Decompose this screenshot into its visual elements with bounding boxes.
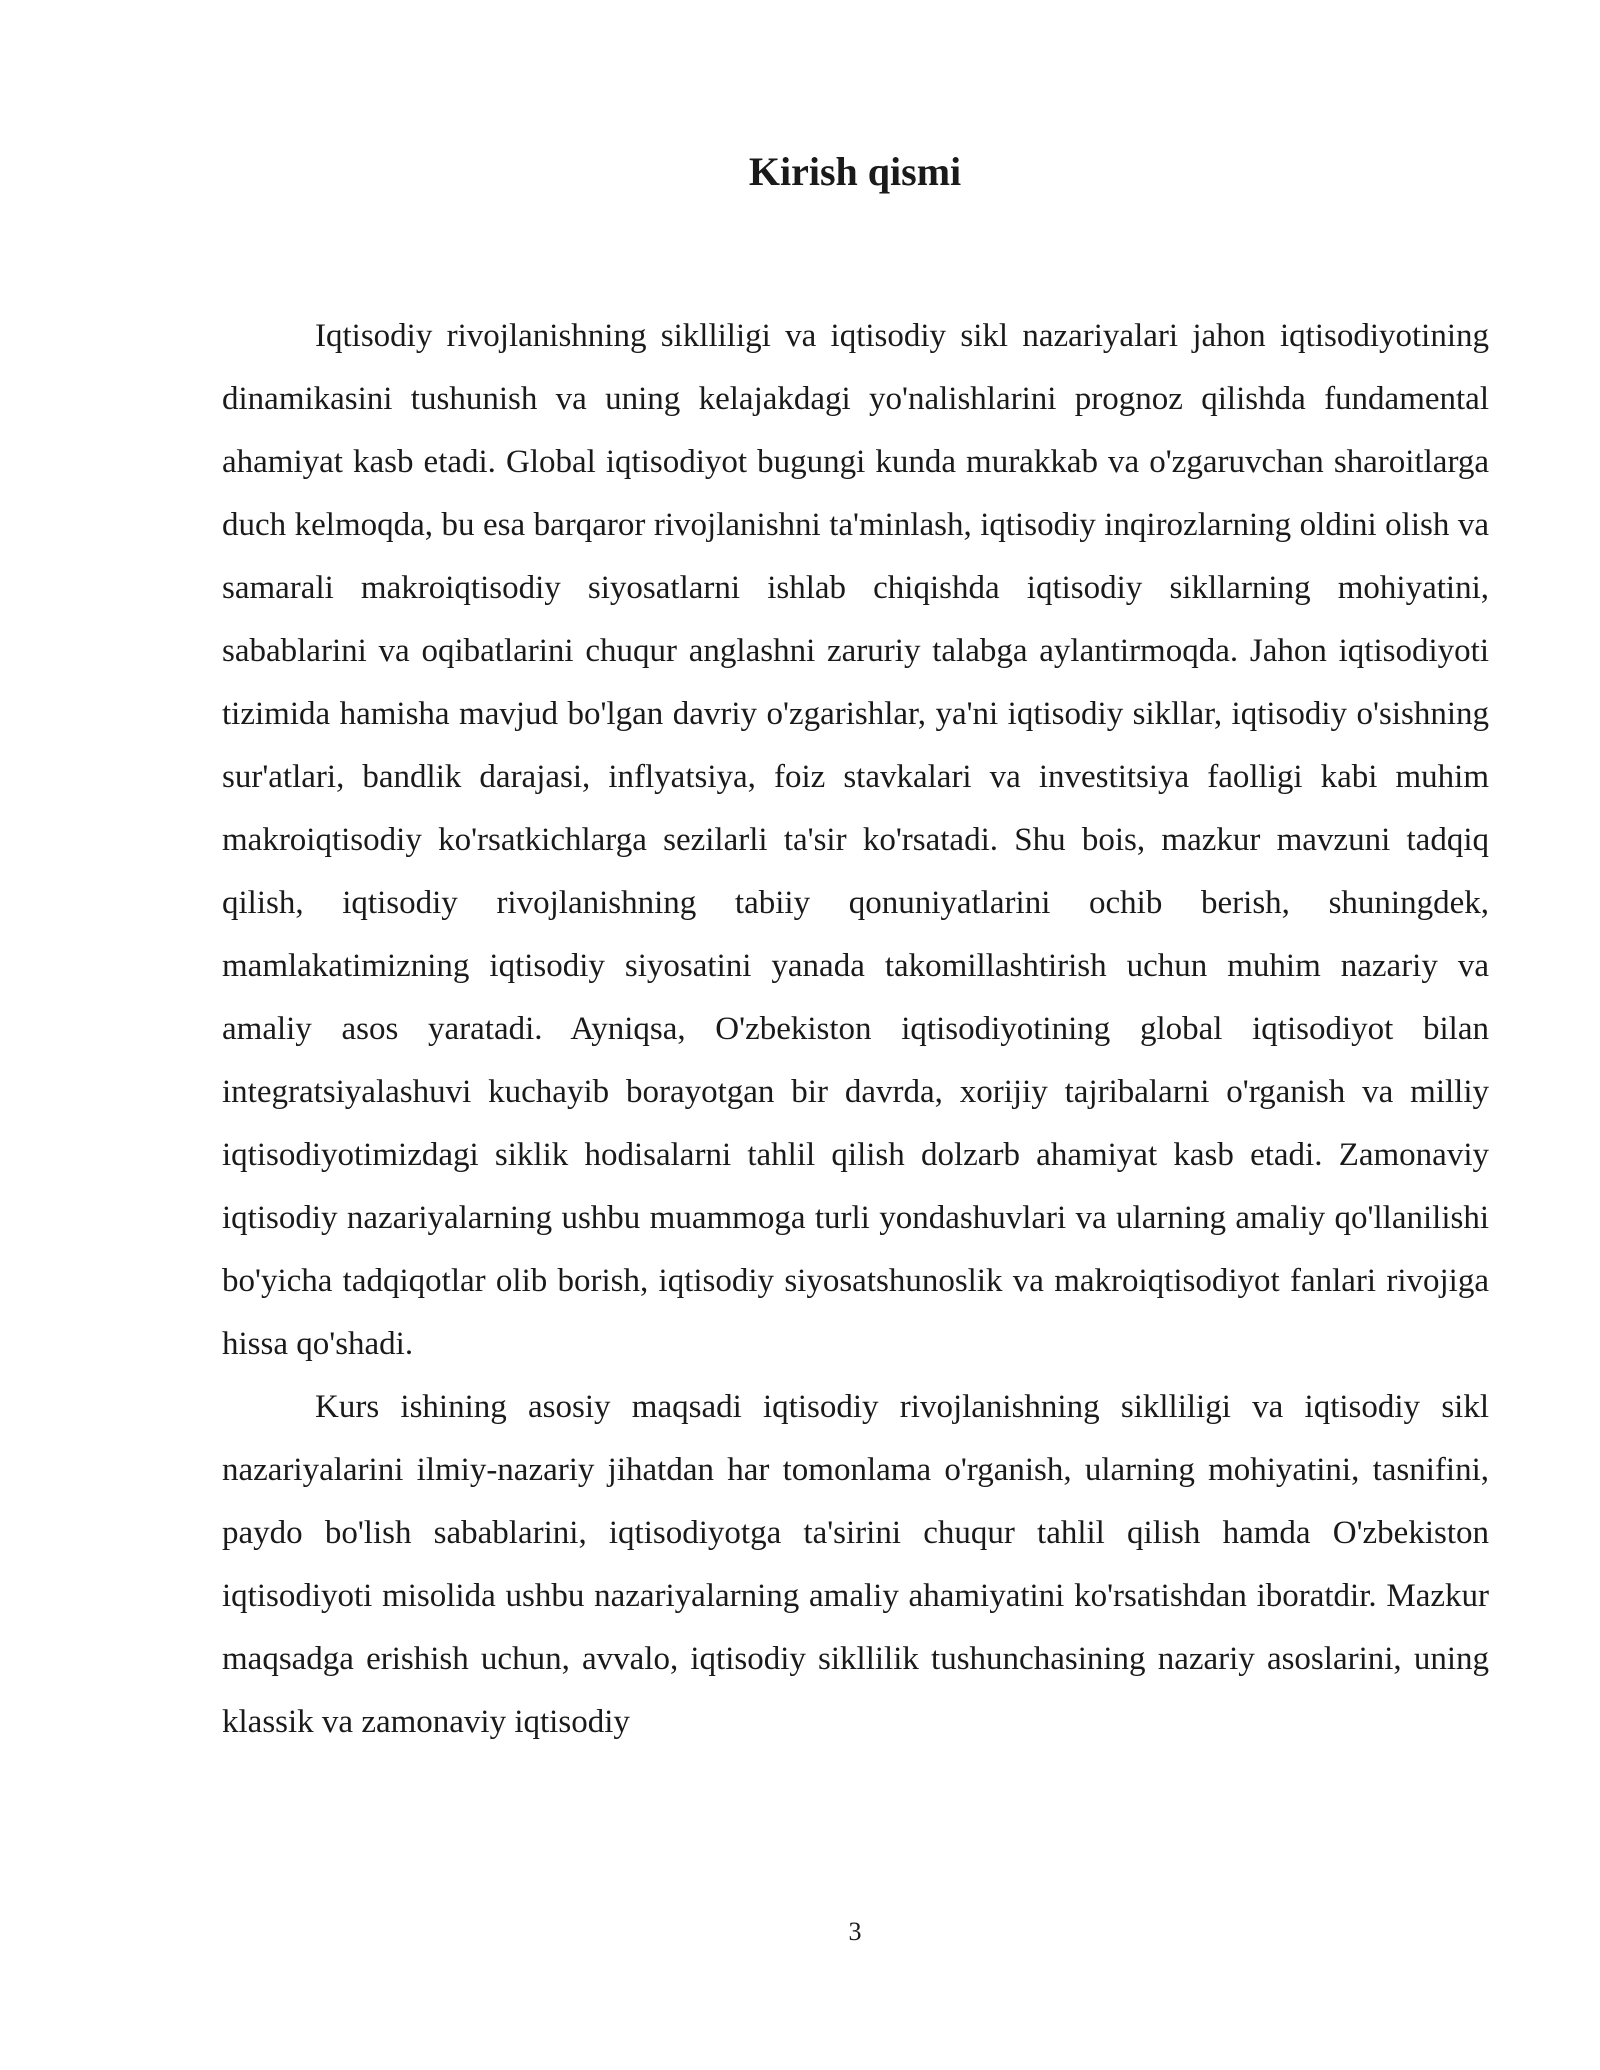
document-body — [222, 305, 1489, 1754]
page-number: 3 — [848, 1917, 862, 1946]
paragraph-purpose: Kurs ishining asosiy maqsadi iqtisodiy rivojlanishning siklliligi va iqtisodiy sikl nazariyalarini ilmiy-nazariy jihatdan har tomonlama o'rganish, ularning mohiyatini, tasnifini, paydo bo'lish sabablarini, iqtisodiyotga ta'sirini chuqur tahlil qilish hamda O'zbekiston iqtisodiyoti misolida ushbu nazariyalarning amaliy ahamiyatini ko'rsatishdan iboratdir. Mazkur maqsadga erishish uchun, avvalo, iqtisodiy sikllilik tushunchasining nazariy asoslarini, uning klassik va zamonaviy iqtisodiy — [222, 1389, 1489, 1740]
paragraph-introduction: Iqtisodiy rivojlanishning siklliligi va iqtisodiy sikl nazariyalari jahon iqtisodiyotining dinamikasini tushunish va uning kelajakdagi yo'nalishlarini prognoz qilishda fundamental ahamiyat kasb etadi. Global iqtisodiyot bugungi kunda murakkab va o'zgaruvchan sharoitlarga duch kelmoqda, bu esa barqaror rivojlanishni ta'minlash, iqtisodiy inqirozlarning oldini olish va samarali makroiqtisodiy siyosatlarni ishlab chiqishda iqtisodiy sikllarning mohiyatini, sabablarini va oqibatlarini chuqur anglashni zaruriy talabga aylantirmoqda. Jahon iqtisodiyoti tizimida hamisha mavjud bo'lgan davriy o'zgarishlar, ya'ni iqtisodiy sikllar, iqtisodiy o'sishning sur'atlari, bandlik darajasi, inflyatsiya, foiz stavkalari va investitsiya faolligi kabi muhim makroiqtisodiy ko'rsatkichlarga sezilarli ta'sir ko'rsatadi. Shu bois, mazkur mavzuni tadqiq qilish, iqtisodiy rivojlanishning tabiiy qonuniyatlarini ochib berish, shuningdek, mamlakatimizning iqtisodiy siyosatini yanada takomillashtirish uchun muhim nazariy va amaliy asos yaratadi. Ayniqsa, O'zbekiston iqtisodiyotining global iqtisodiyot bilan integratsiyalashuvi kuchayib borayotgan bir davrda, xorijiy tajribalarni o'rganish va milliy iqtisodiyotimizdagi siklik hodisalarni tahlil qilish dolzarb ahamiyat kasb etadi. Zamonaviy iqtisodiy nazariyalarning ushbu muammoga turli yondashuvlari va ularning amaliy qo'llanilishi bo'yicha tadqiqotlar olib borish, iqtisodiy siyosatshunoslik va makroiqtisodiyot fanlari rivojiga hissa qo'shadi. — [222, 318, 1489, 1362]
page-title: Kirish qismi — [748, 149, 962, 194]
